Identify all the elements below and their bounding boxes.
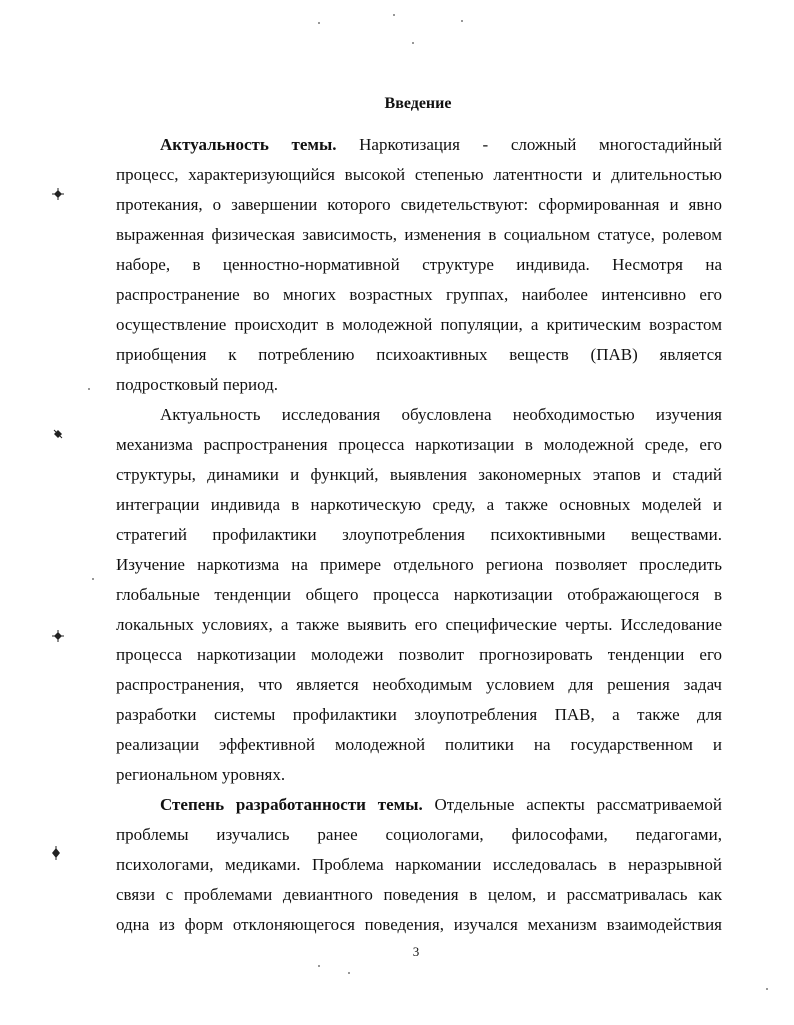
text-line: Актуальность исследования обусловлена необходимостью изучения [160,405,722,424]
text-line: реализации эффективной молодежной политики на государственном и [116,735,722,754]
text-line: интеграции индивида в наркотическую среду, а также основных моделей и [116,495,722,514]
scan-speck [318,22,320,24]
scan-speck [461,20,463,22]
text-line: процесса наркотизации молодежи позволит прогнозировать тенденции его [116,645,722,664]
text-line: проблемы изучались ранее социологами, философами, педагогами, [116,825,722,844]
section-heading: Актуальность темы. [160,135,337,154]
text-line: психологами, медиками. Проблема наркомании исследовалась в неразрывной [116,855,722,874]
scan-speck [766,988,768,990]
text-line: механизма распространения процесса наркотизации в молодежной среде, его [116,435,722,454]
scan-mark-icon [52,188,64,200]
text-line: подростковый период. [116,375,278,394]
page-number: 3 [412,944,420,959]
text-line: выраженная физическая зависимость, изменения в социальном статусе, ролевом [116,225,722,244]
text-line: стратегий профилактики злоупотребления психоктивными веществами. [116,525,722,544]
text-line: Степень разработанности темы. Отдельные аспекты рассматриваемой [160,795,722,814]
text-line: распространения, что является необходимым условием для решения задач [116,675,722,694]
scan-speck [348,972,350,974]
text-line: глобальные тенденции общего процесса наркотизации отображающегося в [116,585,722,604]
section-heading: Степень разработанности темы. [160,795,423,814]
scan-speck [412,42,414,44]
scan-speck [88,388,90,390]
text-line: связи с проблемами девиантного поведения в целом, и рассматривалась как [116,885,722,904]
text-line: процесс, характеризующийся высокой степенью латентности и длительностью [116,165,722,184]
text-line: наборе, в ценностно-нормативной структуре индивида. Несмотря на [116,255,722,274]
scan-speck [318,965,320,967]
text-line: структуры, динамики и функций, выявления закономерных этапов и стадий [116,465,722,484]
text-line: приобщения к потреблению психоактивных веществ (ПАВ) является [116,345,722,364]
text-line: протекания, о завершении которого свидетельствуют: сформированная и явно [116,195,722,214]
text-line: Актуальность темы. Наркотизация - сложный многостадийный [160,135,722,154]
text-line: осуществление происходит в молодежной популяции, а критическим возрастом [116,315,722,334]
text-line: региональном уровнях. [116,765,286,784]
page-title: Введение [384,95,452,112]
text-line: Изучение наркотизма на примере отдельного региона позволяет проследить [116,555,722,574]
scan-speck [92,578,94,580]
scan-mark-icon [50,846,62,860]
text-line: распространение во многих возрастных группах, наиболее интенсивно его [116,285,722,304]
scan-speck [393,14,395,16]
scan-mark-icon [52,630,64,642]
text-line: разработки системы профилактики злоупотребления ПАВ, а также для [116,705,722,724]
scan-mark-icon [52,428,64,440]
text-line: одна из форм отклоняющегося поведения, изучался механизм взаимодействия [116,915,722,934]
text-line: локальных условиях, а также выявить его специфические черты. Исследование [116,615,722,634]
